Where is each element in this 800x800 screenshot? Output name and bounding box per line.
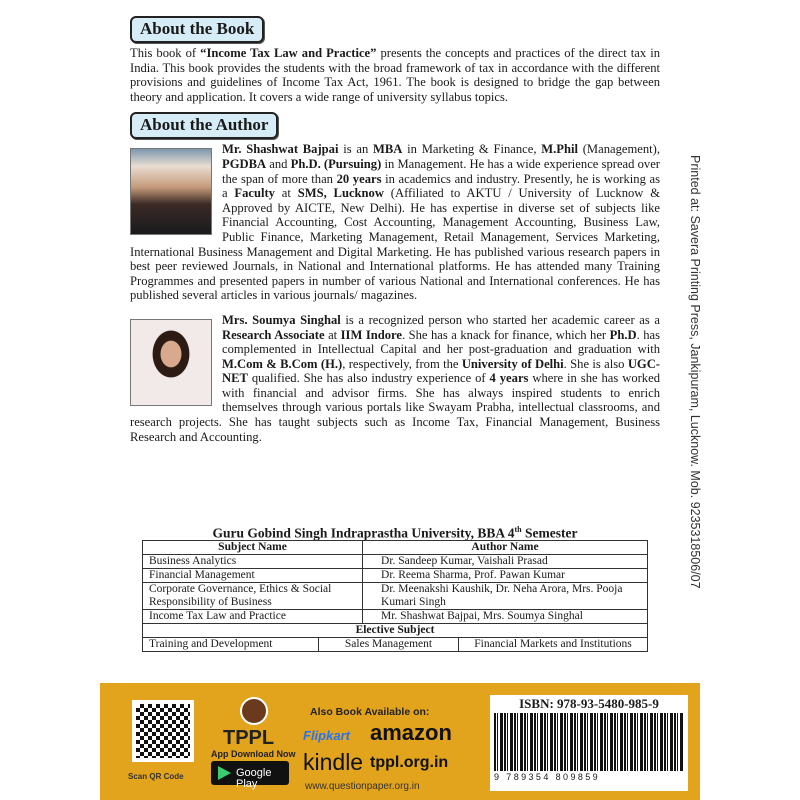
bold-text: 4 years	[489, 371, 529, 386]
header-author: Author Name	[363, 541, 648, 555]
bold-text: Ph.D. (Pursuing)	[290, 156, 382, 171]
bold-text: Mrs. Soumya Singhal	[222, 312, 341, 327]
bold-text: 20 years	[336, 171, 382, 186]
author1-photo	[130, 148, 212, 235]
text: is a recognized person who started her academic career as a	[340, 312, 660, 327]
main-column	[130, 16, 660, 444]
text: at	[324, 327, 341, 342]
scan-qr-label: Scan QR Code	[128, 772, 184, 781]
tppl-site: tppl.org.in	[370, 754, 449, 771]
bold-text: Faculty	[234, 186, 275, 201]
text: presents the concepts and practices of the direct tax in India. This book provides the students with the broad framework of tax in accordance with the different provisions and guidelines of Income Tax Act, 1961. The book is designed to bridge the gap between theory and application. It covers a wide range of university syllabus topics.	[130, 46, 661, 104]
author1-bio	[130, 142, 660, 303]
text: in Management. He has a wide experience spread over the span of more than	[222, 156, 660, 186]
cell: Business Analytics	[143, 555, 363, 569]
text: at	[274, 186, 298, 201]
text: . She is also	[563, 356, 628, 371]
about-book-heading: About the Book	[130, 16, 264, 43]
cell: Financial Markets and Institutions	[459, 638, 648, 652]
publisher-name: TPPL	[223, 727, 275, 749]
bold-text: IIM Indore	[340, 327, 402, 342]
bold-text: M.Com & B.Com (H.)	[222, 356, 343, 371]
text: in Marketing & Finance,	[402, 142, 542, 157]
bold-text: PGDBA	[222, 156, 267, 171]
elective-header: Elective Subject	[143, 624, 648, 638]
cell: Corporate Governance, Ethics & Social Responsibility of Business	[143, 583, 363, 610]
table-row	[143, 638, 648, 652]
about-book-text	[130, 46, 660, 104]
table-row	[143, 569, 648, 583]
cell: Dr. Meenakshi Kaushik, Dr. Neha Arora, Mrs. Pooja Kumari Singh	[363, 583, 648, 610]
text: is an	[338, 142, 374, 157]
tppl-logo-icon	[240, 697, 268, 725]
bold-text: M.Phil	[541, 142, 578, 157]
author2-bio	[130, 313, 660, 444]
bold-text: MBA	[373, 142, 403, 157]
text: . She has a knack for finance, which her	[402, 327, 610, 342]
text: and	[266, 156, 291, 171]
bold-text: SMS, Lucknow	[297, 186, 384, 201]
bold-text: Research Associate	[222, 327, 325, 342]
also-available-label: Also Book Available on:	[310, 706, 430, 718]
author2-photo	[130, 319, 212, 406]
app-download-label: App Download Now	[211, 749, 296, 759]
text: (Affiliated to AKTU / University of Lucknow & Approved by AICTE, New Delhi). He has expertise in diverse set of subjects like Financial Accounting, Cost Accounting, Management Accounting, Business Law, Public Finance, Marketing Management, Retail Management, Services Marketing, International Business Management and Digital Marketing. He has published various research papers in best peer reviewed Journals, in National and International platforms. He has attended many Training Programmes and presented papers in number of various National and International conferences. He has published several articles in various journals/ magazines.	[130, 186, 660, 303]
footer-band	[100, 683, 700, 800]
qr-code[interactable]	[132, 700, 194, 762]
bold-text: University of Delhi	[461, 356, 564, 371]
barcode-digits: 9 789354 809859	[494, 772, 601, 782]
kindle-logo: kindle	[303, 749, 364, 775]
google-play-icon	[218, 766, 231, 780]
text: in academics and industry. Presently, he is working as a	[222, 171, 660, 201]
syllabus-table	[142, 540, 648, 652]
bold-text: “Income Tax Law and Practice”	[200, 46, 377, 60]
table-row	[143, 583, 648, 610]
google-play-button[interactable]: Google Play	[211, 761, 289, 785]
bold-text: Ph.D	[609, 327, 637, 342]
text: qualified. She has also industry experience of	[247, 371, 490, 386]
cell: Dr. Sandeep Kumar, Vaishali Prasad	[363, 555, 648, 569]
text: , respectively, from the	[342, 356, 462, 371]
amazon-logo: amazon	[370, 720, 452, 745]
cell: Training and Development	[143, 638, 319, 652]
isbn-barcode	[490, 695, 688, 791]
header-subject: Subject Name	[143, 541, 363, 555]
bold-text: Mr. Shashwat Bajpai	[222, 142, 339, 157]
cell: Financial Management	[143, 569, 363, 583]
cell: Mr. Shashwat Bajpai, Mrs. Soumya Singhal	[363, 610, 648, 624]
text: (Management),	[577, 142, 660, 157]
printer-info: Printed at: Savera Printing Press, Jankipuram, Lucknow. Mob. 9235318506/07	[688, 155, 702, 589]
flipkart-logo: Flipkart	[303, 728, 350, 743]
text: . has complemented in Intellectual Capital and her post-graduation and graduation with	[222, 327, 661, 357]
text: This book of	[130, 46, 201, 60]
bold-text: UGC-NET	[222, 356, 660, 386]
cell: Sales Management	[319, 638, 459, 652]
website: www.questionpaper.org.in	[305, 781, 420, 792]
table-title: Guru Gobind Singh Indraprastha University, BBA 4th Semester	[212, 525, 578, 541]
text: where in she has worked with financial and advisor firms. She has always inspired students to enrich themselves through various portals like Swayam Prabha, intellectual classrooms, and research projects. She has taught subjects such as Income Tax, Financial Management, Business Research and Accounting.	[130, 371, 660, 444]
table-row	[143, 610, 648, 624]
cell: Income Tax Law and Practice	[143, 610, 363, 624]
cell: Dr. Reema Sharma, Prof. Pawan Kumar	[363, 569, 648, 583]
barcode	[494, 713, 684, 771]
table-row	[143, 555, 648, 569]
about-author-heading: About the Author	[130, 112, 278, 139]
isbn-number: ISBN: 978-93-5480-985-9	[519, 696, 659, 711]
